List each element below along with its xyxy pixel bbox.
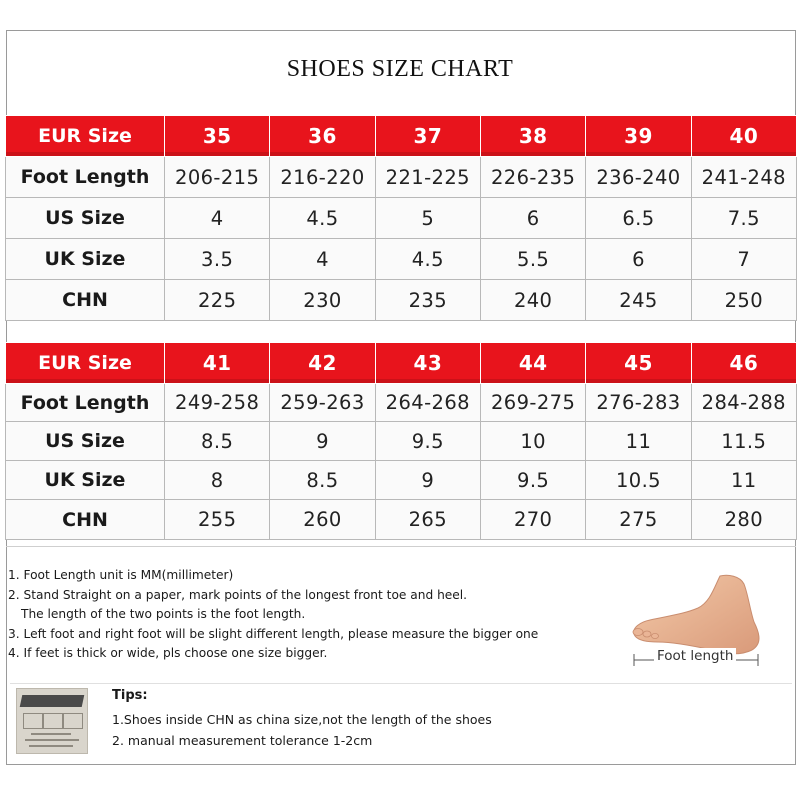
chn-size-label: CHN bbox=[6, 280, 165, 321]
note-line: 3. Left foot and right foot will be slight different length, please measure the bigger one bbox=[8, 626, 539, 641]
shoe-tag-photo bbox=[16, 688, 88, 754]
page-title: SHOES SIZE CHART bbox=[286, 56, 514, 82]
foot-length-row bbox=[6, 157, 797, 198]
tips-title: Tips: bbox=[112, 688, 148, 703]
tag-cell bbox=[23, 713, 43, 729]
tag-cell bbox=[63, 713, 83, 729]
foot-length-label: Foot Length bbox=[6, 157, 165, 198]
chn-size-row bbox=[6, 500, 797, 540]
foot-length-caption: Foot length bbox=[654, 648, 736, 664]
chn-size-cell: 260 bbox=[270, 500, 375, 540]
uk-size-cell: 10.5 bbox=[586, 461, 691, 500]
eur-size-cell: 39 bbox=[586, 116, 691, 157]
eur-size-cell: 35 bbox=[165, 116, 270, 157]
uk-size-cell: 8 bbox=[165, 461, 270, 500]
uk-size-cell: 8.5 bbox=[270, 461, 375, 500]
uk-size-cell: 9.5 bbox=[480, 461, 585, 500]
us-size-cell: 5 bbox=[375, 198, 480, 239]
eur-size-row bbox=[6, 343, 797, 384]
size-table-2 bbox=[5, 342, 797, 540]
foot-length-cell: 216-220 bbox=[270, 157, 375, 198]
us-size-cell: 10 bbox=[480, 422, 585, 461]
us-size-label: US Size bbox=[6, 422, 165, 461]
chn-size-cell: 280 bbox=[691, 500, 796, 540]
chn-size-cell: 250 bbox=[691, 280, 796, 321]
note-line: 2. Stand Straight on a paper, mark points of the longest front toe and heel. bbox=[8, 587, 468, 602]
uk-size-row bbox=[6, 461, 797, 500]
chn-size-cell: 240 bbox=[480, 280, 585, 321]
chn-size-cell: 255 bbox=[165, 500, 270, 540]
eur-size-cell: 41 bbox=[165, 343, 270, 384]
uk-size-cell: 4.5 bbox=[375, 239, 480, 280]
foot-length-cell: 226-235 bbox=[480, 157, 585, 198]
eur-size-cell: 43 bbox=[375, 343, 480, 384]
eur-size-cell: 44 bbox=[480, 343, 585, 384]
uk-size-label: UK Size bbox=[6, 461, 165, 500]
eur-size-cell: 40 bbox=[691, 116, 796, 157]
chn-size-cell: 275 bbox=[586, 500, 691, 540]
foot-length-cell: 206-215 bbox=[165, 157, 270, 198]
eur-size-cell: 38 bbox=[480, 116, 585, 157]
note-line: 4. If feet is thick or wide, pls choose one size bigger. bbox=[8, 646, 328, 660]
us-size-cell: 7.5 bbox=[691, 198, 796, 239]
uk-size-cell: 9 bbox=[375, 461, 480, 500]
uk-size-label: UK Size bbox=[6, 239, 165, 280]
note-line: 1. Foot Length unit is MM(millimeter) bbox=[8, 568, 234, 582]
us-size-row bbox=[6, 422, 797, 461]
tip-line: 2. manual measurement tolerance 1-2cm bbox=[112, 733, 373, 748]
foot-length-cell: 264-268 bbox=[375, 384, 480, 422]
foot-length-row bbox=[6, 384, 797, 422]
chn-size-cell: 235 bbox=[375, 280, 480, 321]
uk-size-row bbox=[6, 239, 797, 280]
eur-size-cell: 45 bbox=[586, 343, 691, 384]
tag-cell bbox=[43, 713, 63, 729]
eur-size-cell: 36 bbox=[270, 116, 375, 157]
uk-size-cell: 11 bbox=[691, 461, 796, 500]
us-size-cell: 4 bbox=[165, 198, 270, 239]
chn-size-cell: 245 bbox=[586, 280, 691, 321]
foot-length-cell: 236-240 bbox=[586, 157, 691, 198]
chn-size-cell: 225 bbox=[165, 280, 270, 321]
foot-length-cell: 249-258 bbox=[165, 384, 270, 422]
uk-size-cell: 3.5 bbox=[165, 239, 270, 280]
foot-length-cell: 269-275 bbox=[480, 384, 585, 422]
us-size-cell: 8.5 bbox=[165, 422, 270, 461]
us-size-label: US Size bbox=[6, 198, 165, 239]
us-size-cell: 11 bbox=[586, 422, 691, 461]
us-size-row bbox=[6, 198, 797, 239]
eur-size-row bbox=[6, 116, 797, 157]
tag-line bbox=[31, 733, 71, 735]
uk-size-cell: 5.5 bbox=[480, 239, 585, 280]
us-size-cell: 9.5 bbox=[375, 422, 480, 461]
eur-size-label: EUR Size bbox=[6, 343, 165, 384]
foot-length-cell: 221-225 bbox=[375, 157, 480, 198]
uk-size-cell: 6 bbox=[586, 239, 691, 280]
us-size-cell: 6 bbox=[480, 198, 585, 239]
tag-line bbox=[25, 739, 79, 741]
eur-size-cell: 42 bbox=[270, 343, 375, 384]
section-divider bbox=[6, 546, 796, 547]
chn-size-cell: 265 bbox=[375, 500, 480, 540]
tag-line bbox=[29, 745, 73, 747]
us-size-cell: 9 bbox=[270, 422, 375, 461]
brand-logo-mark bbox=[20, 695, 85, 707]
eur-size-label: EUR Size bbox=[6, 116, 165, 157]
foot-length-cell: 241-248 bbox=[691, 157, 796, 198]
chn-size-label: CHN bbox=[6, 500, 165, 540]
chn-size-cell: 270 bbox=[480, 500, 585, 540]
foot-length-cell: 259-263 bbox=[270, 384, 375, 422]
foot-length-label: Foot Length bbox=[6, 384, 165, 422]
tip-line: 1.Shoes inside CHN as china size,not the length of the shoes bbox=[112, 712, 492, 727]
us-size-cell: 11.5 bbox=[691, 422, 796, 461]
size-table-1 bbox=[5, 115, 797, 321]
uk-size-cell: 7 bbox=[691, 239, 796, 280]
foot-length-cell: 284-288 bbox=[691, 384, 796, 422]
note-line: The length of the two points is the foot length. bbox=[21, 607, 306, 621]
eur-size-cell: 46 bbox=[691, 343, 796, 384]
chn-size-row bbox=[6, 280, 797, 321]
us-size-cell: 4.5 bbox=[270, 198, 375, 239]
foot-length-cell: 276-283 bbox=[586, 384, 691, 422]
eur-size-cell: 37 bbox=[375, 116, 480, 157]
us-size-cell: 6.5 bbox=[586, 198, 691, 239]
measurement-notes bbox=[8, 566, 538, 664]
uk-size-cell: 4 bbox=[270, 239, 375, 280]
chn-size-cell: 230 bbox=[270, 280, 375, 321]
